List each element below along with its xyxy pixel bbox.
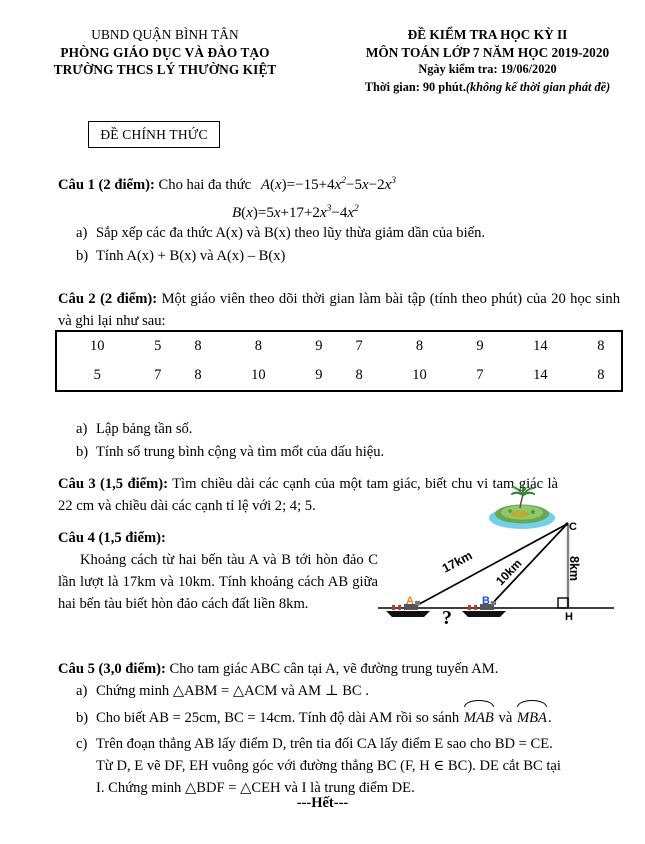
table-cell: 7 (476, 367, 484, 383)
header-school-line: TRƯỜNG THCS LÝ THƯỜNG KIỆT (53, 62, 277, 77)
header-school-block (0, 26, 330, 79)
question-2-subitems (76, 418, 621, 464)
question-5-item-b-text (96, 707, 552, 729)
table-cell: 14 (533, 367, 548, 383)
diagram-label-b: B (482, 595, 490, 607)
data-table-grid (57, 332, 621, 390)
question-2-text: Một giáo viên theo dõi thời gian làm bài tập (tính theo phút) của 20 học sinh và ghi lại như sau: (58, 291, 620, 329)
table-cell: 8 (194, 338, 202, 354)
question-5-item-b-marker: b) (76, 710, 89, 726)
right-angle-marker (558, 598, 568, 608)
island-icon (489, 485, 555, 529)
question-5-item-b (76, 707, 628, 729)
question-1-item-b (76, 245, 621, 267)
footer-end-label: ---Hết--- (296, 795, 349, 811)
table-cell: 8 (597, 367, 605, 383)
exam-duration-prefix: Thời gian: 90 phút. (364, 79, 466, 94)
q5b-and: và (498, 710, 513, 726)
question-1-item-a (76, 222, 621, 244)
diagram-label-h: H (565, 611, 573, 623)
header-authority-line: UBND QUẬN BÌNH TÂN (91, 27, 239, 42)
ships-island-diagram (370, 478, 635, 628)
question-1-formula-a: $A(x)=-15+4x^2-5x-2x^3$ (260, 176, 397, 193)
question-5-subitems (76, 680, 628, 800)
diagram-label-8km: 8km (567, 556, 581, 582)
question-5-text: Cho tam giác ABC cân tại A, vẽ đường trung tuyến AM. (169, 661, 499, 677)
diagram-label-unknown: ? (442, 607, 452, 628)
question-1-subitems (76, 222, 621, 268)
header-exam-block (330, 26, 645, 96)
question-4-label: Câu 4 (1,5 điểm): (58, 530, 166, 546)
document-footer (0, 795, 645, 812)
question-5-label: Câu 5 (3,0 điểm): (58, 661, 166, 677)
table-cell: 8 (355, 367, 363, 383)
table-cell: 10 (412, 367, 427, 383)
question-4-text: Khoảng cách từ hai bến tàu A và B tới hòn đảo C lần lượt là 17km và 10km. Tính khoảng cách AB giữa hai bến tàu biết hòn đảo cách đất liền 8km. (58, 552, 378, 612)
table-cell: 9 (315, 338, 323, 354)
question-3-label: Câu 3 (1,5 điểm): (58, 476, 169, 492)
exam-title: ĐỀ KIỂM TRA HỌC KỲ II (407, 27, 568, 42)
question-2-item-b-marker: b) (76, 444, 89, 460)
question-2-label: Câu 2 (2 điểm): (58, 291, 158, 307)
arc-icon (517, 700, 547, 707)
question-3-text: Tìm chiều dài các cạnh của một tam giác, biết chu vi tam giác là 22 cm và chiều dài các cạnh tỉ lệ với 2; 4; 5. (58, 476, 558, 514)
question-1-item-b-marker: b) (76, 248, 89, 264)
question-2-item-a-marker: a) (76, 421, 88, 437)
question-4-text-block (58, 549, 378, 615)
question-2-item-a-text: Lập bảng tần số. (96, 421, 193, 437)
table-row (57, 361, 621, 390)
q5b-angle-mba (516, 707, 548, 729)
question-5-item-a-marker: a) (76, 683, 88, 699)
question-2-heading (58, 288, 620, 332)
q5a-mid: và AM (281, 683, 322, 699)
q5a-equals: = (220, 683, 230, 699)
q5a-triangle-2: △ACM (232, 683, 278, 699)
q5a-perp-symbol: ⊥ (324, 683, 339, 699)
question-1-item-a-marker: a) (76, 225, 88, 241)
diagram-label-a: A (406, 595, 414, 607)
question-2-item-b (76, 441, 621, 463)
question-1-label: Câu 1 (2 điểm): (58, 177, 155, 193)
question-5-item-a-text (96, 680, 369, 702)
table-row (57, 332, 621, 361)
arc-icon (464, 700, 494, 707)
table-cell: 14 (533, 338, 548, 354)
table-cell: 8 (415, 338, 424, 354)
question-2-item-a (76, 418, 621, 440)
exam-duration (330, 79, 645, 97)
official-exam-badge (88, 121, 220, 148)
table-cell: 10 (90, 338, 105, 354)
document-header (0, 26, 645, 96)
question-5-item-c-text (96, 733, 561, 799)
table-cell: 8 (597, 338, 605, 354)
question-5-item-a (76, 680, 628, 702)
q5c-triangle-2: △CEH (240, 780, 281, 796)
table-cell: 10 (251, 367, 266, 383)
q5c-line-3-pre: I. Chứng minh (96, 780, 182, 796)
q5b-pre: Cho biết AB = 25cm, BC = 14cm. Tính độ dài AM rồi so sánh (96, 710, 460, 726)
q5b-angle-mab-label: MAB (463, 710, 494, 726)
q5a-end: BC . (342, 683, 369, 699)
q5c-line-1: Trên đoạn thẳng AB lấy điểm D, trên tia đối CA lấy điểm E sao cho BD = CE. (96, 736, 553, 752)
table-cell: 8 (254, 338, 263, 354)
question-1-formula-b: $B(x)=5x+17+2x^3-4x^2$ (232, 204, 359, 221)
question-1-formula-b-row (232, 198, 632, 224)
q5b-angle-mba-label: MBA (516, 710, 547, 726)
question-1-item-a-text: Sắp xếp các đa thức A(x) và B(x) theo lũy thừa giảm dần của biến. (96, 225, 486, 241)
question-5-heading (58, 658, 620, 680)
table-cell: 9 (315, 367, 323, 383)
diagram-label-17km: 17km (439, 548, 475, 576)
q5c-equals: = (228, 780, 237, 796)
table-cell: 5 (154, 338, 162, 354)
table-cell: 7 (355, 338, 363, 354)
exam-date: Ngày kiểm tra: 19/06/2020 (418, 62, 557, 76)
q5a-triangle-1: △ABM (172, 683, 218, 699)
question-1-text: Cho hai đa thức (158, 177, 252, 193)
exam-duration-note: (không kể thời gian phát đề) (465, 79, 611, 94)
question-1-item-b-text: Tính A(x) + B(x) và A(x) – B(x) (96, 248, 286, 264)
q5b-end: . (547, 710, 552, 726)
question-1-heading (58, 170, 618, 196)
diagram-label-10km: 10km (493, 556, 525, 589)
table-cell: 7 (154, 367, 162, 383)
official-exam-badge-label: ĐỀ CHÍNH THỨC (100, 126, 208, 142)
header-department-line: PHÒNG GIÁO DỤC VÀ ĐÀO TẠO (60, 44, 270, 60)
exam-subject: MÔN TOÁN LỚP 7 NĂM HỌC 2019-2020 (365, 44, 610, 60)
observation-data-table (55, 330, 623, 392)
question-5-item-c-marker: c) (76, 736, 88, 752)
table-cell: 9 (476, 338, 484, 354)
q5c-line-3-end: và I là trung điểm DE. (284, 780, 415, 796)
question-4-heading (58, 527, 388, 549)
table-cell: 8 (194, 367, 202, 383)
table-cell: 5 (93, 367, 101, 383)
question-2-item-b-text: Tính số trung bình cộng và tìm mốt của dấu hiệu. (96, 444, 385, 460)
segment-bc (488, 524, 567, 608)
q5b-angle-mab (463, 707, 495, 729)
q5a-pre: Chứng minh (96, 683, 170, 699)
q5c-triangle-1: △BDF (185, 780, 225, 796)
diagram-label-c: C (569, 521, 577, 533)
q5c-line-2: Từ D, E vẽ DF, EH vuông góc với đường thẳng BC (F, H ∈ BC). DE cắt BC tại (96, 758, 561, 774)
question-5-item-c (76, 733, 628, 799)
